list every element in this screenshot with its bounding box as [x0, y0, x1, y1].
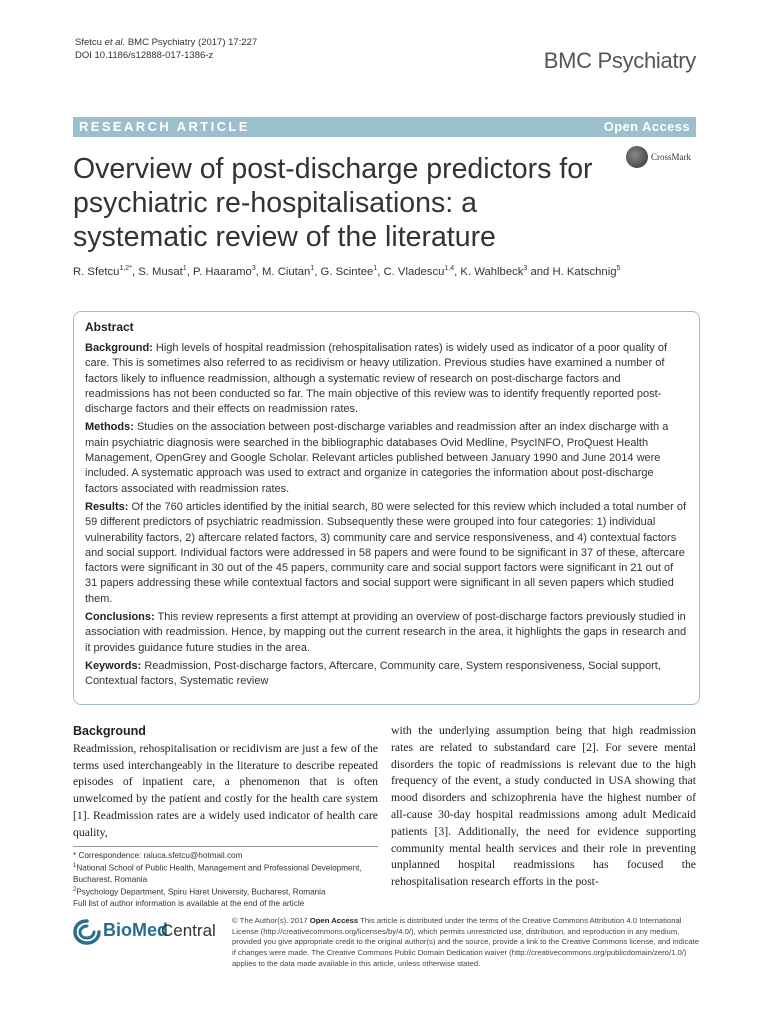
author-name: R. Sfetcu — [73, 265, 120, 278]
footnote-divider — [73, 846, 378, 847]
body-left-column — [73, 723, 378, 842]
article-banner — [73, 117, 696, 137]
biomed-swirl-icon — [73, 919, 101, 945]
citation-etal: et al. — [104, 37, 126, 48]
background-heading: Background — [73, 724, 146, 738]
background-text-right: with the underlying assumption being that high readmission rates are related to substandard care [2]. For severe mental disorders the topic of readmissions is relevant due to the high frequency of the event, a study conducted in USA showing that mood disorders and schizophrenia have the highest number of all-cause 30-day hospital readmissions among adult Medicaid patients [3]. Additionally, the need for evidence supporting community mental health services and their role in preventing unplanned hospital readmissions has focused the rehospitalisation research efforts in the post- — [391, 724, 696, 889]
author-info-note: Full list of author information is available at the end of the article — [73, 899, 305, 909]
article-title: Overview of post-discharge predictors for psychiatric re-hospitalisations: a systematic review of the literature — [73, 153, 593, 253]
crossmark-badge[interactable] — [626, 146, 698, 170]
citation-detail: BMC Psychiatry (2017) 17:227 — [127, 37, 258, 48]
affiliation-2: $^2$Psychology Department, Spiru Haret University, Bucharest, Romania — [73, 887, 326, 898]
author-affiliation: 3 — [251, 265, 256, 272]
abstract-results: Results: Of the 760 articles identified by the initial search, 80 were selected for this review which included a total number of 59 different predictors of psychiatric readmission. Subsequently these were grouped into four categories: 1) individual vulnerability factors, 2) aftercare related factors, 3) community care and service responsiveness, and 4) contextual factors and social support. Individual factors were addressed in 58 papers and were found to be significant in 37 of these, aftercare factors were significant in 30 out of the 45 papers, community care and social support factors were significant in 21 out of 31 papers addressing these while contextual factors and social support were significant in all seven papers which studied them. — [85, 500, 687, 605]
citation-header — [75, 36, 257, 62]
author-affiliation: 1 — [182, 265, 187, 272]
logo-biomed: BioMed — [103, 920, 168, 940]
author-name: G. Scintee — [320, 265, 374, 278]
correspondence: * Correspondence: raluca.sfetcu@hotmail.com — [73, 851, 243, 860]
author-name: S. Musat — [138, 265, 183, 278]
author-affiliation: 1 — [373, 265, 378, 272]
abstract-keywords: Keywords: Readmission, Post-discharge factors, Aftercare, Community care, System responsiveness, Social support, Contextual factors, Systematic review — [85, 659, 661, 688]
article-type: RESEARCH ARTICLE — [79, 119, 250, 134]
affiliation-1: $^1$National School of Public Health, Management and Professional Development, Bucharest, Romania — [73, 863, 362, 885]
background-text-left: Readmission, rehospitalisation or recidivism are just a few of the terms used interchangeably in the literature to describe repeated episodes of inpatient care, a phenomenon that is often unwelcomed by the patient and costly for the health care system [1]. Readmission rates are a widely used indicator of health care quality, — [73, 741, 378, 839]
author-name: H. Katschnig — [552, 265, 617, 278]
citation-author: Sfetcu — [75, 37, 102, 48]
open-access-label: Open Access — [603, 119, 690, 134]
license-text: © The Author(s). 2017 Open Access This article is distributed under the terms of the Creative Commons Attribution 4.0 International License (http://creativecommons.org/licenses/by/4.0/), which permits unrestricted use, distribution, and reproduction in any medium, provided you give appropriate credit to the original author(s) and the source, provide a link to the Creative Commons license, and indicate if changes were made. The Creative Commons Public Domain Dedication waiver (http://creativecommons.org/publicdomain/zero/1.0/) applies to the data made available in this article, unless otherwise stated. — [232, 916, 700, 968]
author-affiliation: 5 — [616, 265, 621, 272]
abstract-box — [73, 311, 700, 705]
abstract-background: Background: High levels of hospital readmission (rehospitalisation rates) is widely used as indicator of a poor quality of care. This is sometimes also referred to as recidivism or heavy utilization. Previous studies have examined a number of factors likely to influence readmission, although a systematic review of research on post-discharge factors and readmissions has not been conducted so far. The main objective of this review was to identify frequently reported post-discharge factors and their effects on readmission rates. — [85, 342, 668, 416]
abstract-heading: Abstract — [85, 320, 134, 334]
abstract-methods: Methods: Studies on the association between post-discharge variables and readmission after an index discharge with a main psychiatric diagnosis were searched in the bibliographic databases Ovid Medline, PsycINFO, ProQuest Health Management, OpenGrey and Google Scholar. Relevant articles published between January 1990 and June 2014 were included. A systematic approach was used to extract and organize in categories the information about post-discharge factors associated with readmission rates. — [85, 421, 669, 495]
author-affiliation: 3 — [523, 265, 528, 272]
author-affiliation: 1 — [310, 265, 315, 272]
crossmark-label: CrossMark — [651, 152, 691, 162]
author-name: K. Wahlbeck — [460, 265, 524, 278]
author-name: M. Ciutan — [262, 265, 311, 278]
author-name: P. Haaramo — [192, 265, 252, 278]
author-affiliation: 1,2* — [119, 265, 132, 272]
body-right-column — [391, 723, 696, 891]
doi: DOI 10.1186/s12888-017-1386-z — [75, 50, 214, 61]
logo-central: Central — [161, 921, 216, 940]
footnotes — [73, 850, 378, 909]
crossmark-icon — [626, 146, 648, 168]
biomed-central-logo — [73, 919, 223, 945]
author-list: R. Sfetcu$^{1,2*}$, S. Musat$^1$, P. Haaramo$^3$, M. Ciutan$^1$, G. Scintee$^1$, C. Vladescu$^{1,4}$, K. Wahlbeck$^3$ and H. Katschnig$^5$ — [73, 265, 621, 278]
journal-name: BMC Psychiatry — [543, 48, 696, 73]
author-name: C. Vladescu — [383, 265, 445, 278]
abstract-conclusions: Conclusions: This review represents a first attempt at providing an overview of post-discharge factors previously studied in association with readmission. Hence, by mapping out the current research in the area, it highlights the gaps in research and it provides guidance future studies in the area. — [85, 611, 687, 654]
author-affiliation: 1,4 — [444, 265, 455, 272]
